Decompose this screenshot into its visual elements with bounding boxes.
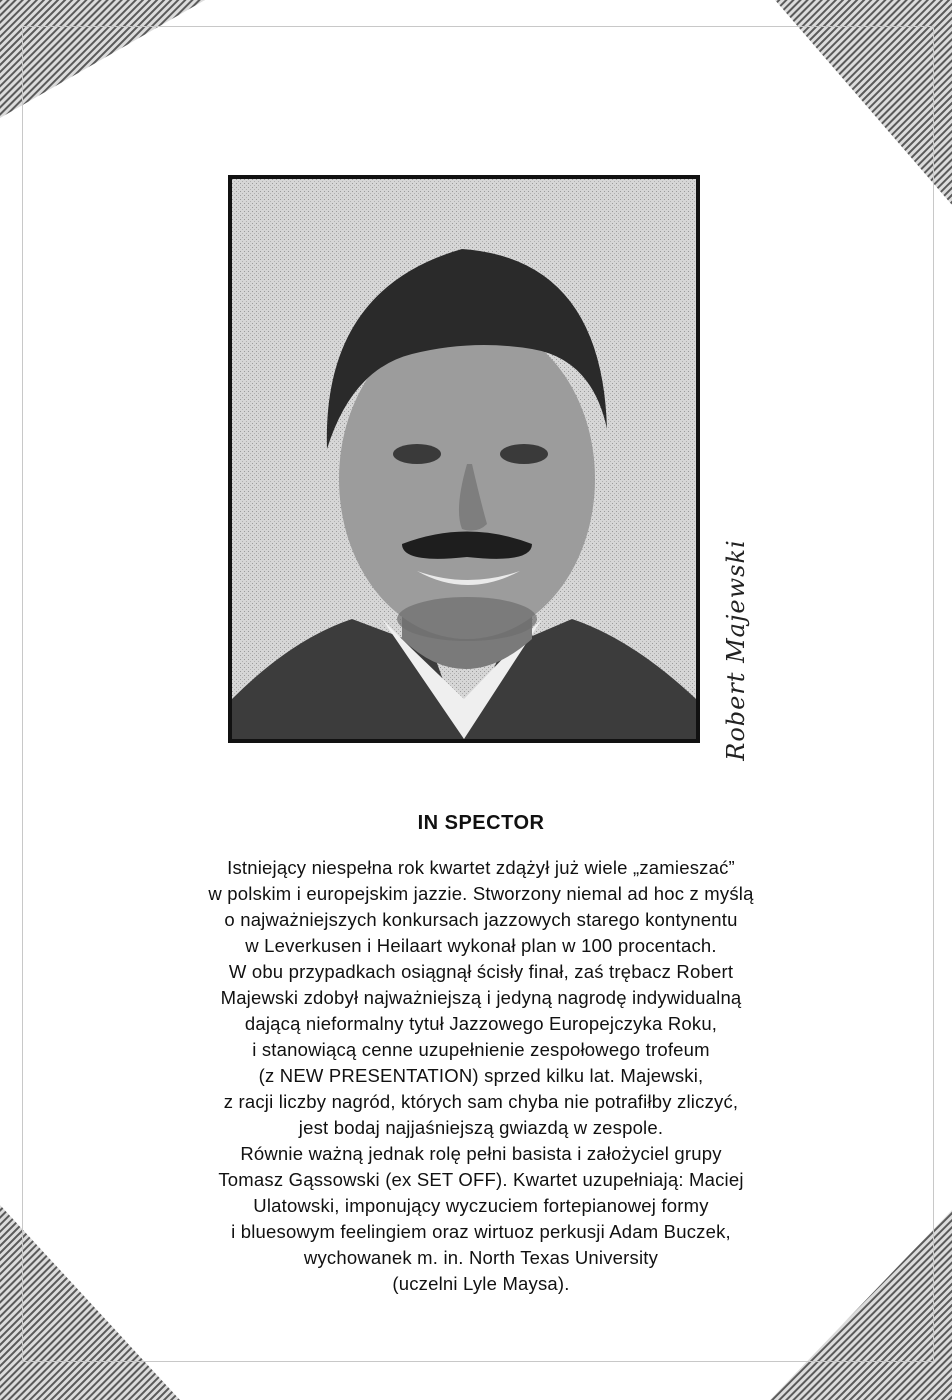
- text-line: Ulatowski, imponujący wyczuciem fortepianowej formy: [253, 1195, 709, 1216]
- text-line: o najważniejszych konkursach jazzowych starego kontynentu: [224, 909, 738, 930]
- text-line: w polskim i europejskim jazzie. Stworzony niemal ad hoc z myślą: [208, 883, 754, 904]
- text-line: (uczelni Lyle Maysa).: [392, 1273, 570, 1294]
- text-line: jest bodaj najjaśniejszą gwiazdą w zespole.: [298, 1117, 664, 1138]
- portrait-photo: [228, 175, 700, 743]
- signature-text: Robert Majewski: [722, 539, 750, 761]
- text-line: Równie ważną jednak rolę pełni basista i założyciel grupy: [240, 1143, 722, 1164]
- text-line: z racji liczby nagród, których sam chyba nie potrafiłby zliczyć,: [223, 1091, 739, 1112]
- article: [96, 812, 866, 1297]
- text-line: (z NEW PRESENTATION) sprzed kilku lat. Majewski,: [258, 1065, 704, 1086]
- article-body: [96, 855, 866, 1297]
- text-line: wychowanek m. in. North Texas University: [303, 1247, 659, 1268]
- text-line: W obu przypadkach osiągnął ścisły finał, zaś trębacz Robert: [228, 961, 734, 982]
- text-line: Tomasz Gąssowski (ex SET OFF). Kwartet uzupełniają: Maciej: [218, 1169, 744, 1190]
- text-line: Majewski zdobył najważniejszą i jedyną nagrodę indywidualną: [220, 987, 742, 1008]
- article-heading: IN SPECTOR: [417, 812, 545, 834]
- text-line: dającą nieformalny tytuł Jazzowego Europejczyka Roku,: [244, 1013, 718, 1034]
- text-line: w Leverkusen i Heilaart wykonał plan w 100 procentach.: [245, 935, 717, 956]
- portrait-image: [232, 179, 696, 739]
- handwritten-signature: [716, 540, 756, 760]
- text-line: i stanowiącą cenne uzupełnienie zespołowego trofeum: [252, 1039, 710, 1060]
- text-line: i bluesowym feelingiem oraz wirtuoz perkusji Adam Buczek,: [231, 1221, 731, 1242]
- text-line: Istniejący niespełna rok kwartet zdążył już wiele „zamieszać”: [227, 857, 735, 878]
